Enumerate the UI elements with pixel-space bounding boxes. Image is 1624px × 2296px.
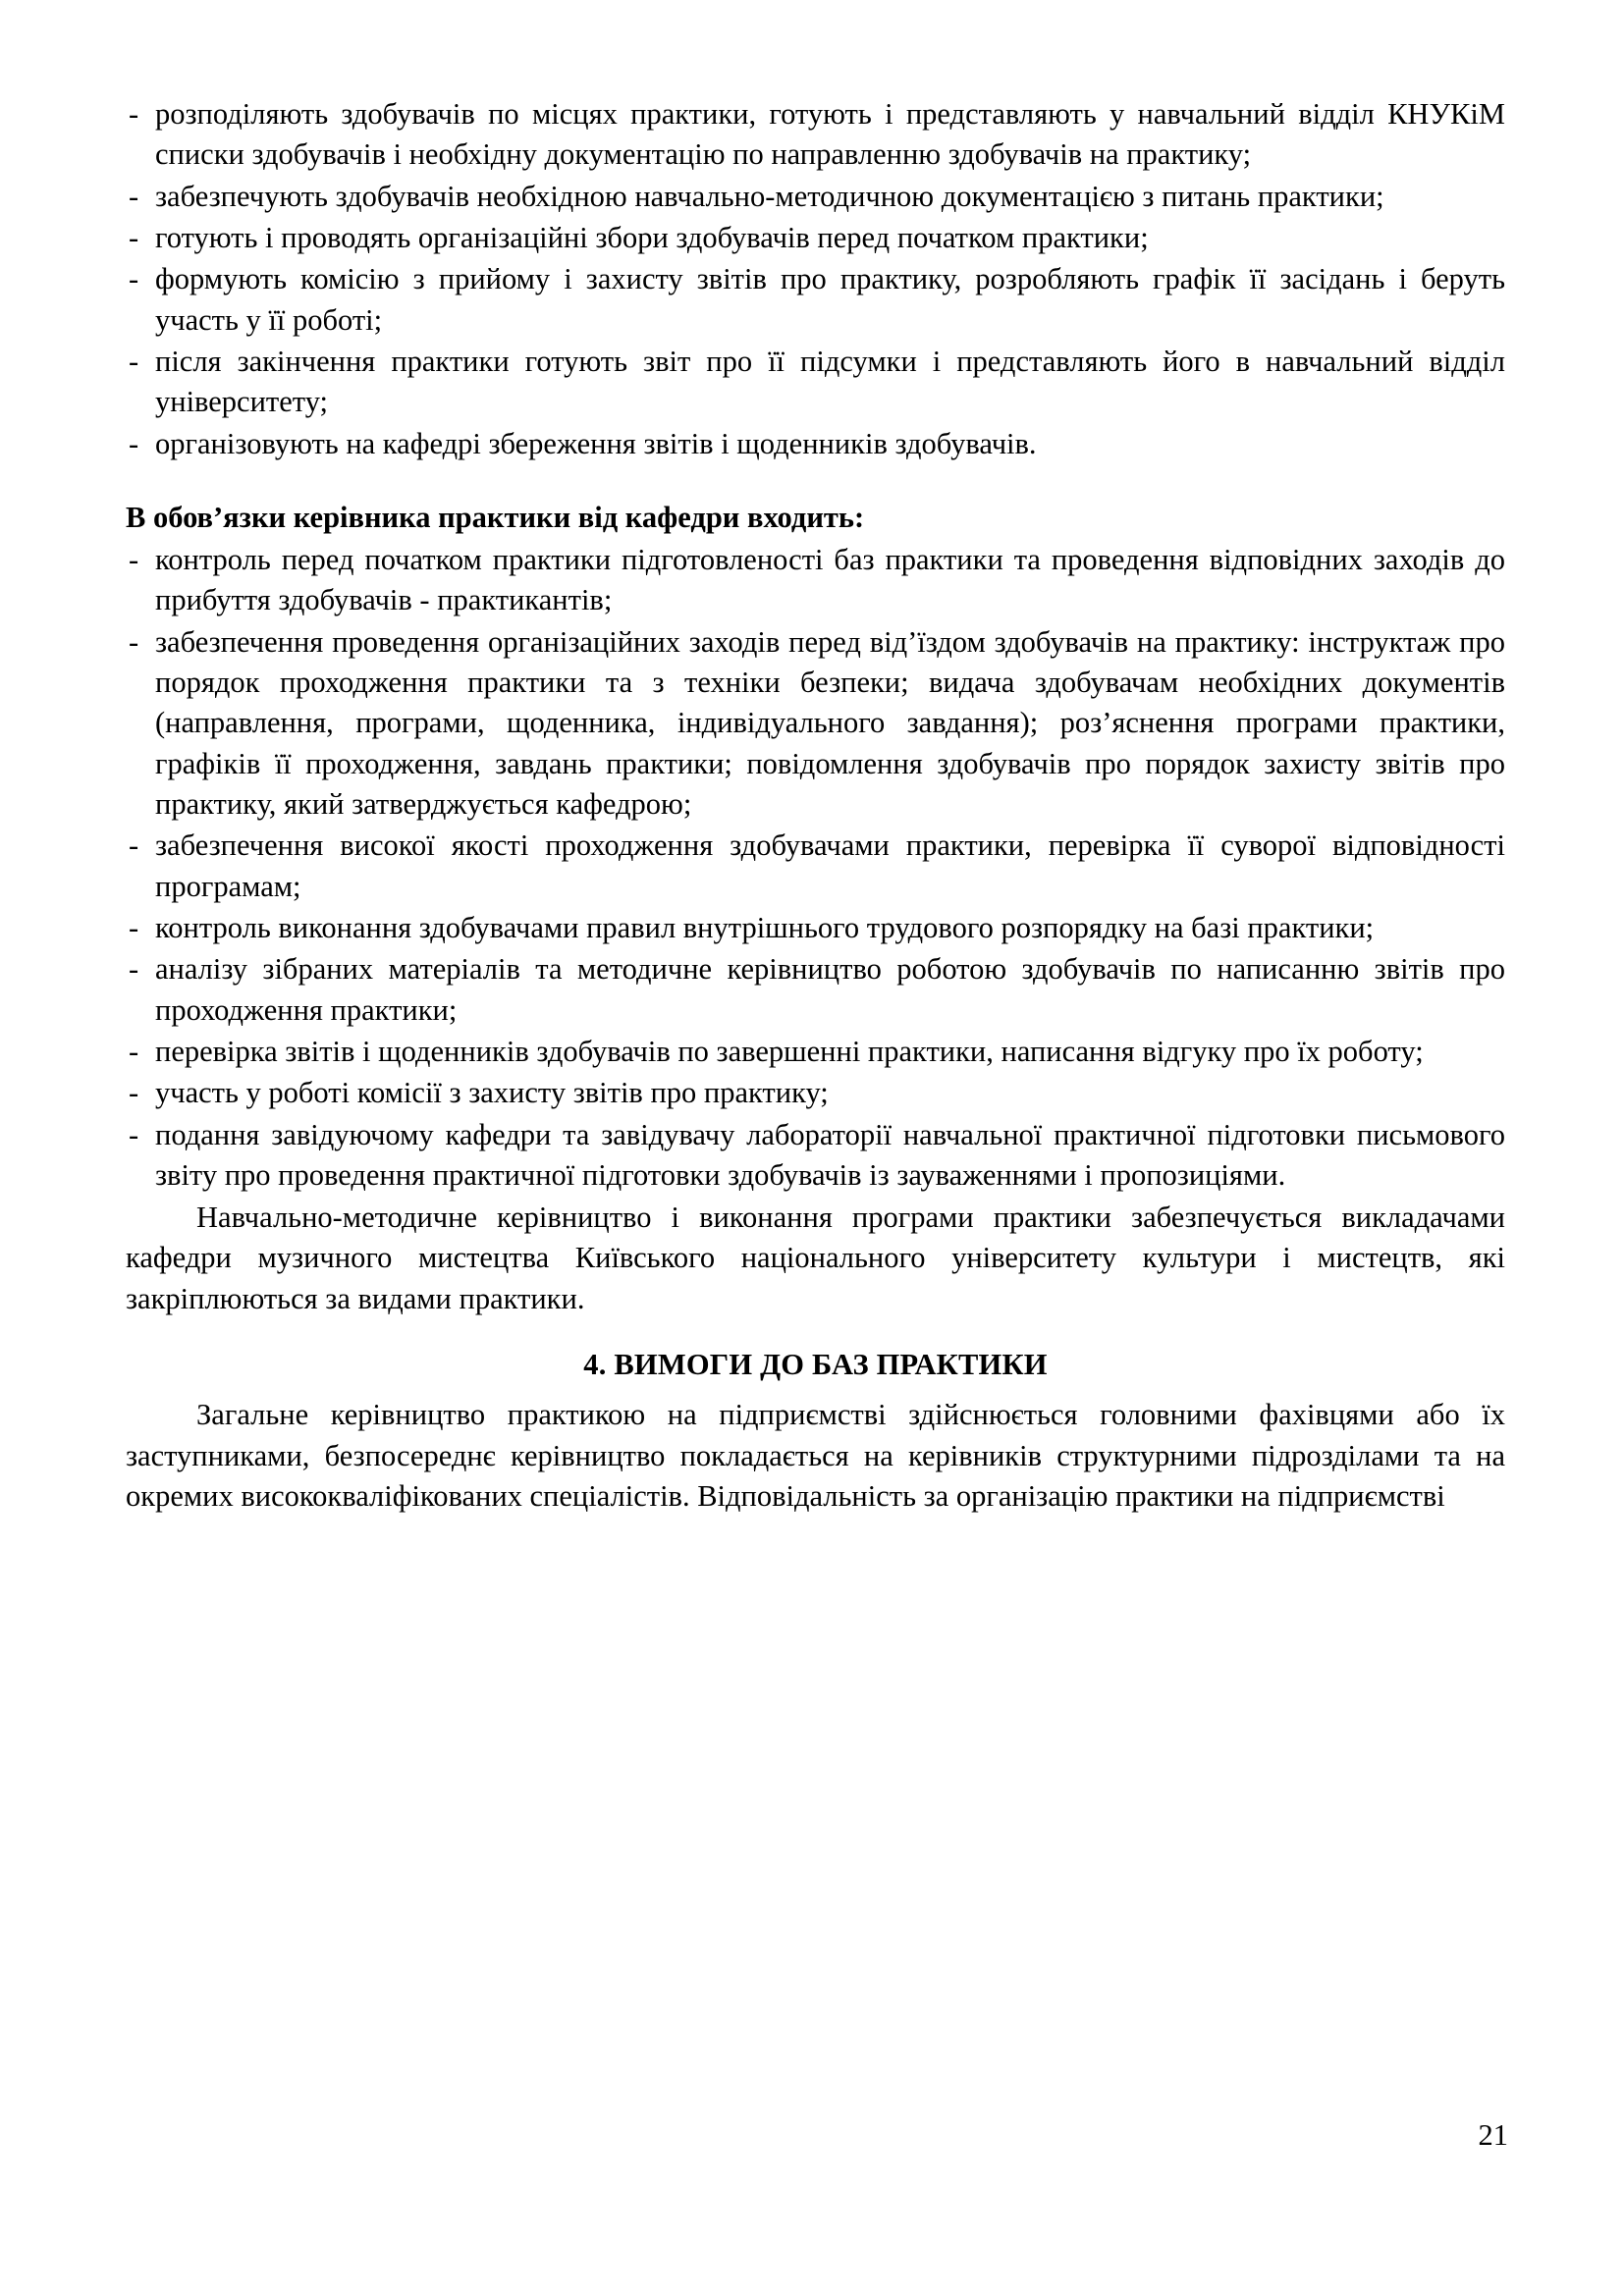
list-item [126, 540, 1505, 621]
list-item-text: формують комісію з прийому і захисту звітів про практику, розробляють графік її засідань і беруть участь у її роботі; [155, 262, 1505, 337]
duties-list [126, 540, 1505, 1196]
list-item [126, 1115, 1505, 1197]
bullet-marker: - [129, 952, 139, 987]
list-item-text: забезпечують здобувачів необхідною навчально-методичною документацією з питань практики; [155, 179, 1384, 213]
list-item-text: розподіляють здобувачів по місцях практики, готують і представляють у навчальний відділ КНУКіМ списки здобувачів і необхідну документацію по направленню здобувачів на практику; [155, 97, 1505, 172]
bullet-marker: - [129, 220, 139, 254]
list-item [126, 94, 1505, 176]
bullet-marker: - [129, 910, 139, 944]
list-item [126, 622, 1505, 826]
bullet-marker: - [129, 179, 139, 213]
responsibilities-list-top [126, 94, 1505, 464]
bullet-marker: - [129, 624, 139, 659]
bullet-marker: - [129, 97, 139, 131]
list-item-text: забезпечення проведення організаційних заходів перед від’їздом здобувачів на практику: інструктаж про порядок проходження практики та з техніки безпеки; видача здобувачам необхідних документів (направлення, програми, щоденника, індивідуального завдання); роз’яснення програми практики, графіків її проходження, завдань практики; повідомлення здобувачів про порядок захисту звітів про практику, який затверджується кафедрою; [155, 624, 1505, 821]
list-item [126, 259, 1505, 341]
bullet-marker: - [129, 828, 139, 863]
bullet-marker: - [129, 344, 139, 378]
list-item-text: подання завідуючому кафедри та завідувачу лабораторії навчальної практичної підготовки письмового звіту про проведення практичної підготовки здобувачів із зауваженнями і пропозиціями. [155, 1117, 1505, 1192]
list-item [126, 424, 1505, 464]
list-item-text: контроль виконання здобувачами правил внутрішнього трудового розпорядку на базі практики; [155, 910, 1375, 944]
list-item-text: після закінчення практики готують звіт про її підсумки і представляють його в навчальний відділ університету; [155, 344, 1505, 419]
page-number: 21 [1478, 2118, 1508, 2152]
section-4-heading: 4. ВИМОГИ ДО БАЗ ПРАКТИКИ [583, 1348, 1048, 1382]
list-item [126, 218, 1505, 258]
page-content [126, 94, 1505, 1517]
section-4-paragraph: Загальне керівництво практикою на підприємстві здійснюється головними фахівцями або їх заступниками, безпосереднє керівництво покладається на керівників структурними підрозділами та на окремих висококваліфікованих спеціалістів. Відповідальність за організацію практики на підприємстві [126, 1398, 1505, 1513]
bullet-marker: - [129, 1076, 139, 1110]
list-item [126, 949, 1505, 1031]
bullet-marker: - [129, 1034, 139, 1068]
list-item-text: аналізу зібраних матеріалів та методичне керівництво роботою здобувачів по написанню звітів про проходження практики; [155, 952, 1505, 1027]
bullet-marker: - [129, 426, 139, 460]
bullet-marker: - [129, 1117, 139, 1151]
list-item [126, 1073, 1505, 1113]
paragraph-training-management: Навчально-методичне керівництво і виконання програми практики забезпечується викладачами кафедри музичного мистецтва Київського національного університету культури і мистецтв, які закріплюються за видами практики. [126, 1201, 1505, 1315]
bullet-marker: - [129, 262, 139, 296]
list-item-text: забезпечення високої якості проходження здобувачами практики, перевірка її суворої відповідності програмам; [155, 828, 1505, 903]
list-item [126, 908, 1505, 948]
bullet-marker: - [129, 543, 139, 577]
list-item-text: організовують на кафедрі збереження звітів і щоденників здобувачів. [155, 426, 1037, 460]
list-item-text: готують і проводять організаційні збори здобувачів перед початком практики; [155, 220, 1149, 254]
list-item [126, 1032, 1505, 1072]
list-item-text: перевірка звітів і щоденників здобувачів по завершенні практики, написання відгуку про їх роботу; [155, 1034, 1424, 1068]
list-item [126, 342, 1505, 423]
list-item-text: участь у роботі комісії з захисту звітів про практику; [155, 1076, 829, 1110]
list-item [126, 826, 1505, 907]
duties-heading: В обов’язки керівника практики від кафедри входить: [126, 500, 865, 534]
list-item-text: контроль перед початком практики підготовленості баз практики та проведення відповідних заходів до прибуття здобувачів - практикантів; [155, 543, 1505, 617]
list-item [126, 177, 1505, 217]
